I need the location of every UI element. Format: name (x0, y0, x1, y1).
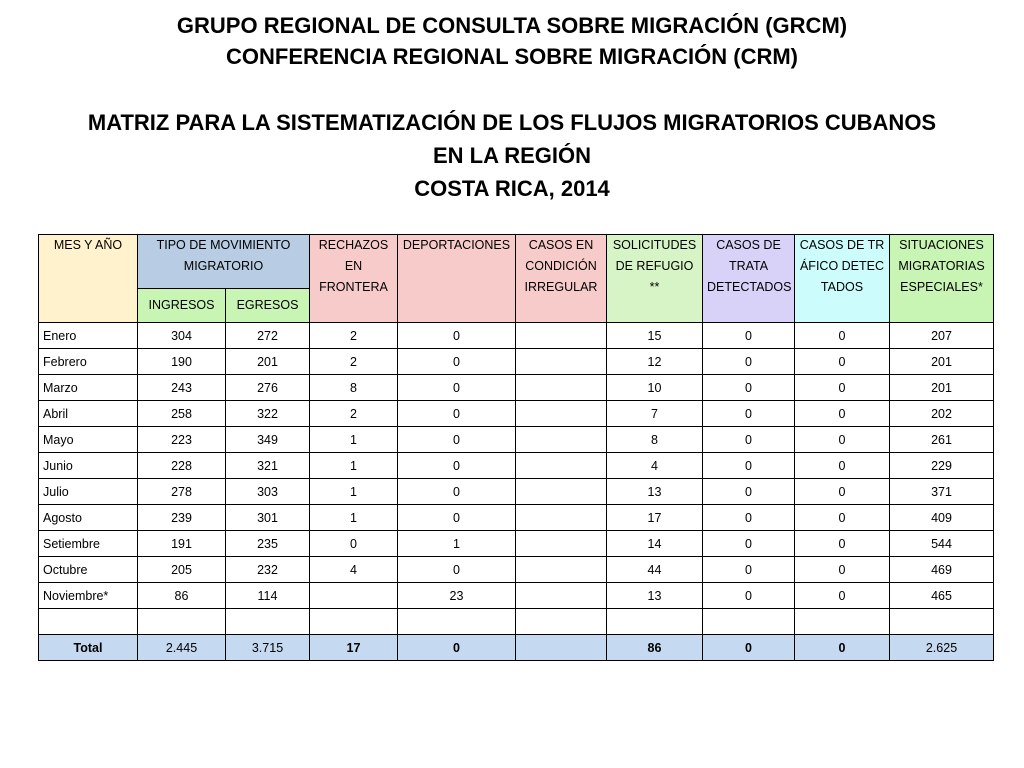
title-block (0, 10, 1024, 205)
cell-situaciones: 207 (890, 323, 994, 349)
cell-empty (138, 609, 226, 635)
cell-trata: 0 (703, 401, 795, 427)
cell-rechazos: 2 (310, 401, 398, 427)
cell-egresos: 303 (226, 479, 310, 505)
cell-trafico: 0 (795, 505, 890, 531)
cell-empty (703, 609, 795, 635)
title-crm: CONFERENCIA REGIONAL SOBRE MIGRACIÓN (CRM) (226, 44, 798, 69)
cell-egresos: 272 (226, 323, 310, 349)
total-mes: Total (39, 635, 138, 661)
cell-ingresos: 205 (138, 557, 226, 583)
total-irregular (516, 635, 607, 661)
table-row (39, 401, 994, 427)
header-mes: MES Y AÑO (39, 235, 138, 323)
cell-irregular (516, 323, 607, 349)
cell-mes: Setiembre (39, 531, 138, 557)
cell-mes: Abril (39, 401, 138, 427)
cell-empty (398, 609, 516, 635)
cell-deportaciones: 0 (398, 479, 516, 505)
migration-matrix-table (38, 234, 994, 661)
total-trata: 0 (703, 635, 795, 661)
cell-trafico: 0 (795, 427, 890, 453)
cell-trata: 0 (703, 479, 795, 505)
cell-egresos: 301 (226, 505, 310, 531)
cell-situaciones: 465 (890, 583, 994, 609)
cell-deportaciones: 0 (398, 349, 516, 375)
cell-deportaciones: 0 (398, 427, 516, 453)
cell-rechazos (310, 583, 398, 609)
table-row (39, 505, 994, 531)
table-row (39, 349, 994, 375)
total-solicitudes: 86 (607, 635, 703, 661)
cell-ingresos: 86 (138, 583, 226, 609)
cell-solicitudes: 7 (607, 401, 703, 427)
cell-mes: Mayo (39, 427, 138, 453)
cell-solicitudes: 8 (607, 427, 703, 453)
table-row (39, 453, 994, 479)
cell-mes: Marzo (39, 375, 138, 401)
cell-irregular (516, 583, 607, 609)
cell-deportaciones: 0 (398, 401, 516, 427)
cell-deportaciones: 0 (398, 557, 516, 583)
cell-rechazos: 2 (310, 323, 398, 349)
cell-situaciones: 229 (890, 453, 994, 479)
cell-solicitudes: 13 (607, 479, 703, 505)
cell-solicitudes: 10 (607, 375, 703, 401)
header-egresos: EGRESOS (226, 289, 310, 323)
cell-deportaciones: 23 (398, 583, 516, 609)
table-row (39, 557, 994, 583)
cell-irregular (516, 479, 607, 505)
cell-solicitudes: 44 (607, 557, 703, 583)
cell-mes: Junio (39, 453, 138, 479)
cell-trafico: 0 (795, 349, 890, 375)
cell-solicitudes: 4 (607, 453, 703, 479)
header-deportaciones: DEPORTACIONES (398, 235, 516, 323)
cell-trafico: 0 (795, 557, 890, 583)
cell-mes: Agosto (39, 505, 138, 531)
header-solicitudes: SOLICITUDES DE REFUGIO ** (607, 235, 703, 323)
table-row-empty (39, 609, 994, 635)
cell-ingresos: 304 (138, 323, 226, 349)
cell-irregular (516, 427, 607, 453)
cell-rechazos: 0 (310, 531, 398, 557)
cell-ingresos: 258 (138, 401, 226, 427)
header-trafico: CASOS DE TRÁFICO DETECTADOS (795, 235, 890, 323)
cell-ingresos: 239 (138, 505, 226, 531)
cell-solicitudes: 12 (607, 349, 703, 375)
cell-mes: Noviembre* (39, 583, 138, 609)
cell-egresos: 349 (226, 427, 310, 453)
cell-rechazos: 2 (310, 349, 398, 375)
cell-trata: 0 (703, 427, 795, 453)
cell-empty (607, 609, 703, 635)
cell-situaciones: 469 (890, 557, 994, 583)
table-row (39, 323, 994, 349)
cell-solicitudes: 13 (607, 583, 703, 609)
cell-rechazos: 1 (310, 479, 398, 505)
cell-egresos: 235 (226, 531, 310, 557)
title-region: EN LA REGIÓN (432, 143, 592, 168)
cell-situaciones: 201 (890, 349, 994, 375)
total-deportaciones: 0 (398, 635, 516, 661)
cell-trata: 0 (703, 375, 795, 401)
cell-irregular (516, 401, 607, 427)
cell-irregular (516, 505, 607, 531)
total-rechazos: 17 (310, 635, 398, 661)
total-egresos: 3.715 (226, 635, 310, 661)
header-trata: CASOS DE TRATA DETECTADOS (703, 235, 795, 323)
cell-ingresos: 190 (138, 349, 226, 375)
cell-rechazos: 1 (310, 505, 398, 531)
cell-solicitudes: 15 (607, 323, 703, 349)
table-row (39, 427, 994, 453)
cell-trata: 0 (703, 349, 795, 375)
cell-deportaciones: 0 (398, 505, 516, 531)
cell-situaciones: 202 (890, 401, 994, 427)
cell-egresos: 322 (226, 401, 310, 427)
cell-solicitudes: 14 (607, 531, 703, 557)
cell-situaciones: 261 (890, 427, 994, 453)
cell-irregular (516, 349, 607, 375)
total-trafico: 0 (795, 635, 890, 661)
title-country-year: COSTA RICA, 2014 (414, 176, 610, 201)
cell-empty (516, 609, 607, 635)
header-tipo-movimiento: TIPO DE MOVIMIENTO MIGRATORIO (138, 235, 310, 289)
cell-mes: Julio (39, 479, 138, 505)
table-row (39, 583, 994, 609)
cell-situaciones: 371 (890, 479, 994, 505)
cell-situaciones: 544 (890, 531, 994, 557)
cell-trafico: 0 (795, 531, 890, 557)
cell-deportaciones: 0 (398, 453, 516, 479)
title-grcm: GRUPO REGIONAL DE CONSULTA SOBRE MIGRACIÓN (GRCM) (176, 13, 848, 38)
cell-egresos: 321 (226, 453, 310, 479)
cell-egresos: 114 (226, 583, 310, 609)
total-ingresos: 2.445 (138, 635, 226, 661)
cell-trata: 0 (703, 531, 795, 557)
cell-trafico: 0 (795, 401, 890, 427)
cell-trata: 0 (703, 505, 795, 531)
cell-rechazos: 8 (310, 375, 398, 401)
title-matriz: MATRIZ PARA LA SISTEMATIZACIÓN DE LOS FLUJOS MIGRATORIOS CUBANOS (87, 110, 937, 135)
cell-trata: 0 (703, 453, 795, 479)
cell-deportaciones: 0 (398, 375, 516, 401)
header-casos-irregular: CASOS EN CONDICIÓN IRREGULAR (516, 235, 607, 323)
cell-irregular (516, 557, 607, 583)
header-ingresos: INGRESOS (138, 289, 226, 323)
cell-rechazos: 1 (310, 427, 398, 453)
cell-situaciones: 201 (890, 375, 994, 401)
cell-deportaciones: 1 (398, 531, 516, 557)
cell-mes: Enero (39, 323, 138, 349)
cell-ingresos: 223 (138, 427, 226, 453)
cell-irregular (516, 375, 607, 401)
header-rechazos: RECHAZOS EN FRONTERA (310, 235, 398, 323)
cell-situaciones: 409 (890, 505, 994, 531)
cell-ingresos: 278 (138, 479, 226, 505)
cell-ingresos: 243 (138, 375, 226, 401)
cell-empty (890, 609, 994, 635)
cell-trata: 0 (703, 583, 795, 609)
cell-mes: Octubre (39, 557, 138, 583)
cell-empty (39, 609, 138, 635)
cell-trata: 0 (703, 557, 795, 583)
cell-trafico: 0 (795, 583, 890, 609)
cell-empty (226, 609, 310, 635)
table-body (39, 323, 994, 661)
cell-trata: 0 (703, 323, 795, 349)
cell-egresos: 232 (226, 557, 310, 583)
cell-ingresos: 191 (138, 531, 226, 557)
cell-empty (795, 609, 890, 635)
cell-egresos: 201 (226, 349, 310, 375)
table-row (39, 479, 994, 505)
cell-egresos: 276 (226, 375, 310, 401)
header-situaciones: SITUACIONES MIGRATORIAS ESPECIALES* (890, 235, 994, 323)
cell-irregular (516, 453, 607, 479)
cell-rechazos: 1 (310, 453, 398, 479)
cell-ingresos: 228 (138, 453, 226, 479)
cell-irregular (516, 531, 607, 557)
table-row-total (39, 635, 994, 661)
cell-rechazos: 4 (310, 557, 398, 583)
cell-empty (310, 609, 398, 635)
cell-trafico: 0 (795, 479, 890, 505)
cell-deportaciones: 0 (398, 323, 516, 349)
cell-trafico: 0 (795, 453, 890, 479)
cell-solicitudes: 17 (607, 505, 703, 531)
cell-trafico: 0 (795, 375, 890, 401)
total-situaciones: 2.625 (890, 635, 994, 661)
table-row (39, 531, 994, 557)
cell-trafico: 0 (795, 323, 890, 349)
table-row (39, 375, 994, 401)
cell-mes: Febrero (39, 349, 138, 375)
